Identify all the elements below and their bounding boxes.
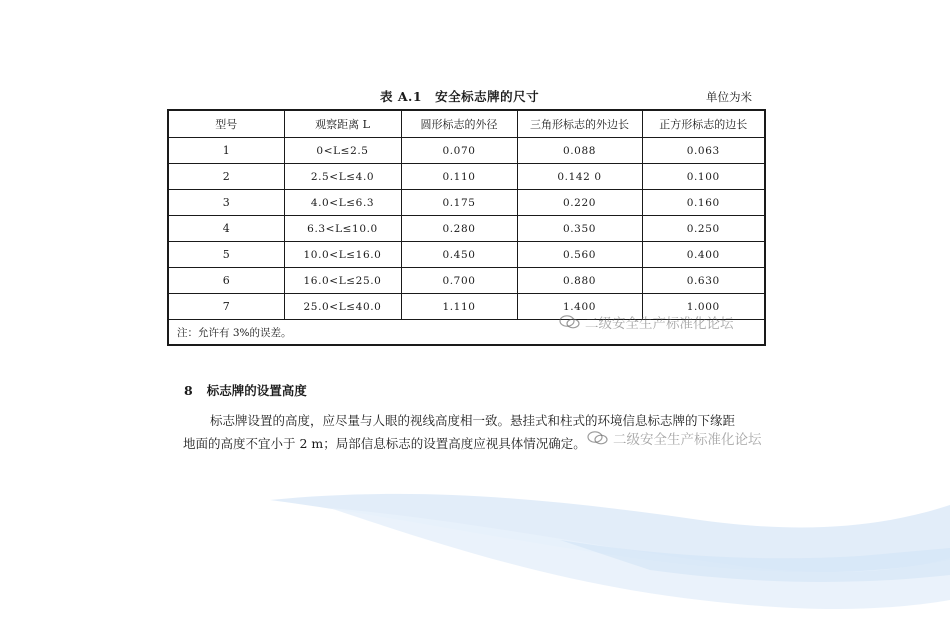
table-row — [168, 268, 765, 294]
table-caption: 表 A.1 安全标志牌的尺寸 — [380, 89, 540, 104]
cell-model: 7 — [168, 294, 284, 320]
cell-model: 5 — [168, 242, 284, 268]
cell-triangle: 0.088 — [517, 138, 642, 164]
sign-size-table — [167, 109, 766, 346]
cell-triangle: 0.142 0 — [517, 164, 642, 190]
cell-triangle: 0.350 — [517, 216, 642, 242]
header-distance: 观察距离 L — [284, 110, 401, 138]
cell-distance: 10.0<L≤16.0 — [284, 242, 401, 268]
cell-triangle: 0.560 — [517, 242, 642, 268]
cell-circle: 0.450 — [401, 242, 517, 268]
cell-circle: 0.070 — [401, 138, 517, 164]
cell-model: 1 — [168, 138, 284, 164]
paragraph-line-1: 标志牌设置的高度，应尽量与人眼的视线高度相一致。悬挂式和柱式的环境信息标志牌的下缘距 — [210, 413, 736, 428]
cell-distance: 16.0<L≤25.0 — [284, 268, 401, 294]
cell-distance: 25.0<L≤40.0 — [284, 294, 401, 320]
watermark — [587, 428, 762, 448]
watermark — [559, 312, 734, 332]
paragraph-line-2: 地面的高度不宜小于 2 m；局部信息标志的设置高度应视具体情况确定。 — [183, 436, 586, 451]
cell-circle: 0.175 — [401, 190, 517, 216]
table-row — [168, 216, 765, 242]
section-title: 标志牌的设置高度 — [206, 383, 307, 398]
header-circle-diameter: 圆形标志的外径 — [401, 110, 517, 138]
header-triangle-side: 三角形标志的外边长 — [517, 110, 642, 138]
cell-distance: 4.0<L≤6.3 — [284, 190, 401, 216]
header-square-side: 正方形标志的边长 — [642, 110, 765, 138]
cell-model: 3 — [168, 190, 284, 216]
table-row — [168, 164, 765, 190]
cell-distance: 6.3<L≤10.0 — [284, 216, 401, 242]
cell-distance: 2.5<L≤4.0 — [284, 164, 401, 190]
section-heading — [184, 381, 307, 399]
table-header-row — [168, 110, 765, 138]
cell-model: 2 — [168, 164, 284, 190]
wechat-icon — [559, 315, 581, 329]
watermark-text: 二级安全生产标准化论坛 — [613, 432, 762, 448]
watermark-text: 二级安全生产标准化论坛 — [585, 316, 734, 332]
table-row — [168, 138, 765, 164]
cell-triangle: 1.400 — [517, 294, 642, 320]
table-row — [168, 190, 765, 216]
cell-square: 0.630 — [642, 268, 765, 294]
cell-model: 4 — [168, 216, 284, 242]
cell-circle: 1.110 — [401, 294, 517, 320]
cell-square: 0.160 — [642, 190, 765, 216]
cell-circle: 0.280 — [401, 216, 517, 242]
cell-distance: 0<L≤2.5 — [284, 138, 401, 164]
header-model: 型号 — [168, 110, 284, 138]
wechat-icon — [587, 431, 609, 445]
cell-square: 0.063 — [642, 138, 765, 164]
cell-square: 0.400 — [642, 242, 765, 268]
cell-square: 0.100 — [642, 164, 765, 190]
cell-square: 0.250 — [642, 216, 765, 242]
unit-note: 单位为米 — [706, 90, 752, 104]
cell-triangle: 0.880 — [517, 268, 642, 294]
section-number: 8 — [184, 383, 193, 398]
cell-triangle: 0.220 — [517, 190, 642, 216]
cell-square: 1.000 — [642, 294, 765, 320]
cell-model: 6 — [168, 268, 284, 294]
table-note: 注：允许有 3%的误差。 — [168, 320, 765, 346]
table-row — [168, 242, 765, 268]
cell-circle: 0.110 — [401, 164, 517, 190]
cell-circle: 0.700 — [401, 268, 517, 294]
